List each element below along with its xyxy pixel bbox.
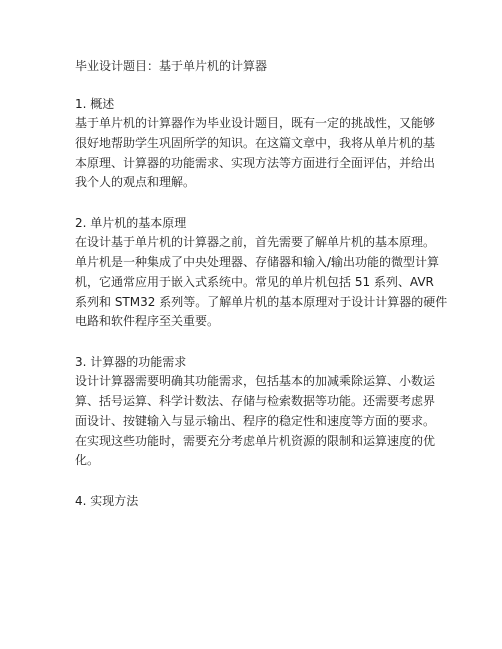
paragraph-line: 机，它通常应用于嵌入式系统中。常见的单片机包括 51 系列、AVR [75, 274, 434, 289]
section-heading: 3. 计算器的功能需求 [75, 355, 187, 370]
section-overview [75, 94, 437, 193]
paragraph-line: 设计计算器需要明确其功能需求，包括基本的加减乘除运算、小数运 [75, 374, 436, 389]
section-heading: 4. 实现方法 [75, 494, 139, 509]
section-heading: 2. 单片机的基本原理 [75, 216, 187, 231]
document-title: 毕业设计题目：基于单片机的计算器 [75, 59, 268, 73]
paragraph-line: 系列和 STM32 系列等。了解单片机的基本原理对于设计计算器的硬件 [75, 294, 448, 309]
paragraph-line: 电路和软件程序至关重要。 [75, 314, 220, 329]
paragraph-line: 基于单片机的计算器作为毕业设计题目，既有一定的挑战性，又能够 [75, 116, 436, 130]
section-mcu-principles [75, 213, 448, 332]
paragraph-line: 算、括号运算、科学计数法、存储与检索数据等功能。还需要考虑界 [75, 393, 436, 408]
paragraph-line: 单片机是一种集成了中央处理器、存储器和输入/输出功能的微型计算 [75, 254, 440, 269]
paragraph-line: 我个人的观点和理解。 [75, 175, 196, 190]
document-page [75, 56, 448, 531]
section-functional-requirements [75, 352, 437, 471]
paragraph-line: 在设计基于单片机的计算器之前，首先需要了解单片机的基本原理。 [75, 235, 436, 250]
section-heading: 1. 概述 [75, 97, 115, 111]
paragraph-line: 面设计、按键输入与显示输出、程序的稳定性和速度等方面的要求。 [75, 413, 436, 428]
paragraph-line: 很好地帮助学生巩固所学的知识。在这篇文章中，我将从单片机的基 [75, 135, 436, 150]
paragraph-line: 在实现这些功能时，需要充分考虑单片机资源的限制和运算速度的优 [75, 433, 436, 448]
section-implementation [75, 491, 437, 511]
paragraph-line: 化。 [75, 453, 100, 468]
paragraph-line: 本原理、计算器的功能需求、实现方法等方面进行全面评估，并给出 [75, 155, 436, 170]
